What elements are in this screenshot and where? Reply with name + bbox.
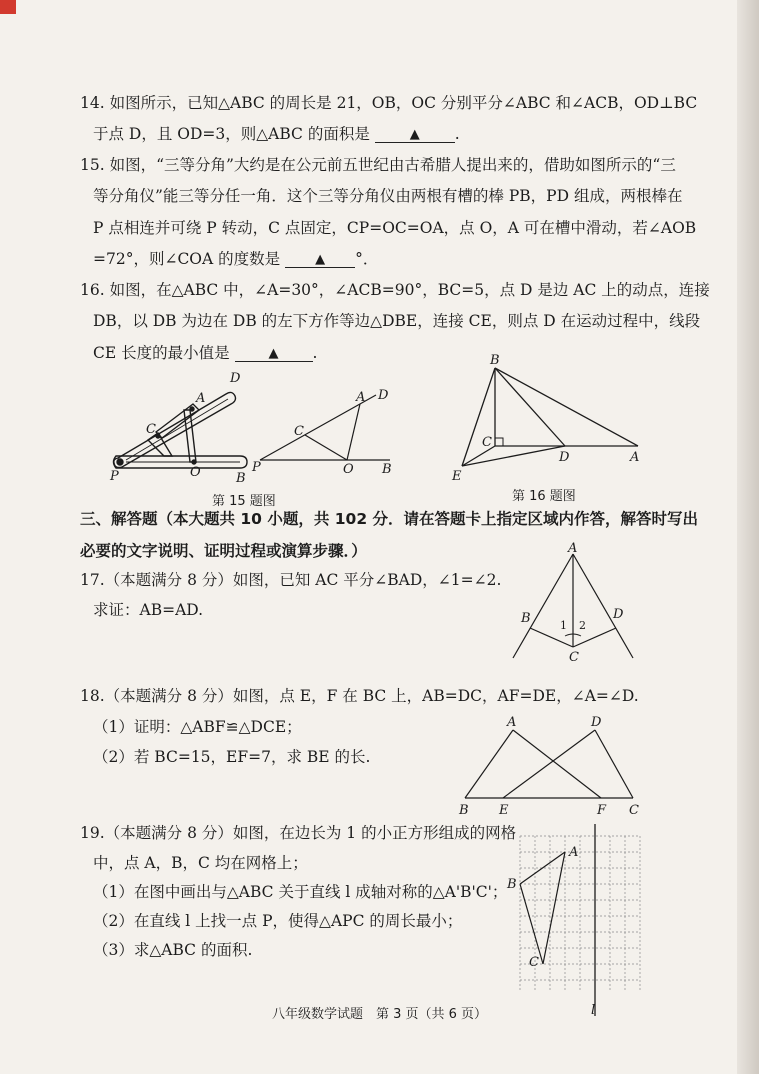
fig18-label-E: E <box>499 803 509 818</box>
q18-line-2: （1）证明：△ABF≌△DCE； <box>93 718 302 736</box>
q14-answer-blank <box>375 128 455 143</box>
fig17-label-C: C <box>569 650 579 665</box>
fig16-label-A: A <box>630 450 640 465</box>
q19-line-5: （3）求△ABC 的面积. <box>93 941 253 959</box>
fig19-label-C: C <box>529 955 539 970</box>
q14-line-1: 14. 如图所示，已知△ABC 的周长是 21，OB，OC 分别平分∠ABC 和∠ACB，OD⊥BC <box>80 94 698 112</box>
fig15-label-A: A <box>196 391 206 406</box>
blank-marker: ▲ <box>315 252 326 267</box>
section3-heading-line-1: 三、解答题（本大题共 10 小题，共 102 分．请在答题卡上指定区域内作答，解答时写出 <box>80 510 699 528</box>
q16-line-1: 16. 如图，在△ABC 中，∠A=30°，∠ACB=90°，BC=5，点 D 是边 AC 上的动点，连接 <box>80 281 710 299</box>
fig16-label-D: D <box>559 450 570 465</box>
q15-line-3: P 点相连并可绕 P 转动，C 点固定，CP=OC=OA，点 O，A 可在槽中滑动，若∠AOB <box>93 219 697 237</box>
q16-line-3-end: . <box>312 344 318 362</box>
fig16-label-C: C <box>482 435 492 450</box>
q16-answer-blank <box>235 347 313 362</box>
fig16-label-B: B <box>490 353 500 368</box>
section3-heading-line-2: 必要的文字说明、证明过程或演算步骤．） <box>80 542 367 560</box>
q14-line-2 <box>93 124 460 144</box>
fig15-geo-label-P: P <box>252 460 261 475</box>
blank-marker: ▲ <box>268 346 279 361</box>
fig15-geo-label-A: A <box>356 390 366 405</box>
fig15-geo-label-B: B <box>382 462 392 475</box>
fig18-label-F: F <box>597 803 607 818</box>
q19-line-2: 中，点 A，B，C 均在网格上； <box>93 854 308 872</box>
fig15-label-B: B <box>236 471 246 485</box>
q18-line-3: （2）若 BC=15，EF=7，求 BE 的长. <box>93 748 371 766</box>
q14-line-2-text: 于点 D，且 OD=3，则△ABC 的面积是 <box>93 125 370 143</box>
fig18-label-C: C <box>629 803 639 818</box>
q16-line-3-text: CE 长度的最小值是 <box>93 344 230 362</box>
fig15-label-C: C <box>146 422 156 437</box>
fig17-label-angle-2: 2 <box>579 619 586 632</box>
q15-answer-blank <box>285 253 355 268</box>
fig15-label-P: P <box>110 469 119 484</box>
red-corner-mark <box>0 0 16 14</box>
fig15-label-D: D <box>230 371 241 386</box>
fig18-label-A: A <box>507 715 517 730</box>
fig16-triangle-diagram <box>450 348 650 483</box>
q17-line-2: 求证：AB=AD. <box>93 601 204 619</box>
fig19-label-B: B <box>507 877 517 892</box>
fig16-caption: 第 16 题图 <box>512 489 576 504</box>
fig17-diagram <box>505 540 640 665</box>
q18-line-1: 18.（本题满分 8 分）如图，点 E，F 在 BC 上，AB=DC，AF=DE，∠A=∠D. <box>80 687 639 705</box>
fig17-label-A: A <box>568 541 578 556</box>
page-edge-shadow <box>737 0 759 1074</box>
fig15-caption: 第 15 题图 <box>212 494 276 509</box>
q19-line-3: （1）在图中画出与△ABC 关于直线 l 成轴对称的△A'B'C'； <box>93 883 508 901</box>
fig19-grid-diagram <box>505 818 665 1023</box>
q16-line-2: DB，以 DB 为边在 DB 的左下方作等边△DBE，连接 CE，则点 D 在运动过程中，线段 <box>93 312 701 330</box>
q15-line-1: 15. 如图，“三等分角”大约是在公元前五世纪由古希腊人提出来的，借助如图所示的“三 <box>80 156 676 174</box>
fig17-label-B: B <box>521 611 531 626</box>
fig15-geometry-diagram <box>250 385 400 475</box>
fig15-geo-label-O: O <box>343 462 354 475</box>
blank-marker: ▲ <box>409 127 420 142</box>
fig17-label-angle-1: 1 <box>560 619 567 632</box>
fig17-label-D: D <box>613 607 624 622</box>
fig15-label-O: O <box>190 465 201 480</box>
q15-line-4-end: °． <box>355 250 379 268</box>
q19-line-4: （2）在直线 l 上找一点 P，使得△APC 的周长最小； <box>93 912 463 930</box>
fig19-label-A: A <box>569 845 579 860</box>
fig15-trisector-diagram <box>108 370 250 485</box>
q15-line-4-text: =72°，则∠COA 的度数是 <box>93 250 281 268</box>
fig15-geo-label-C: C <box>294 424 304 439</box>
fig19-label-l: l <box>591 1003 596 1018</box>
fig18-label-D: D <box>591 715 602 730</box>
q16-line-3 <box>93 343 317 363</box>
fig18-label-B: B <box>459 803 469 818</box>
q14-line-2-end: . <box>454 125 460 143</box>
fig18-diagram <box>455 710 645 820</box>
fig16-label-E: E <box>452 469 462 483</box>
q17-line-1: 17.（本题满分 8 分）如图，已知 AC 平分∠BAD，∠1=∠2. <box>80 571 502 589</box>
q15-line-2: 等分角仪”能三等分任一角．这个三等分角仪由两根有槽的棒 PB，PD 组成，两根棒在 <box>93 187 683 205</box>
fig15-geo-label-D: D <box>378 388 389 403</box>
q19-line-1: 19.（本题满分 8 分）如图，在边长为 1 的小正方形组成的网格 <box>80 824 517 842</box>
q15-line-4 <box>93 249 378 269</box>
page-footer: 八年级数学试题 第 3 页（共 6 页） <box>271 1007 488 1022</box>
